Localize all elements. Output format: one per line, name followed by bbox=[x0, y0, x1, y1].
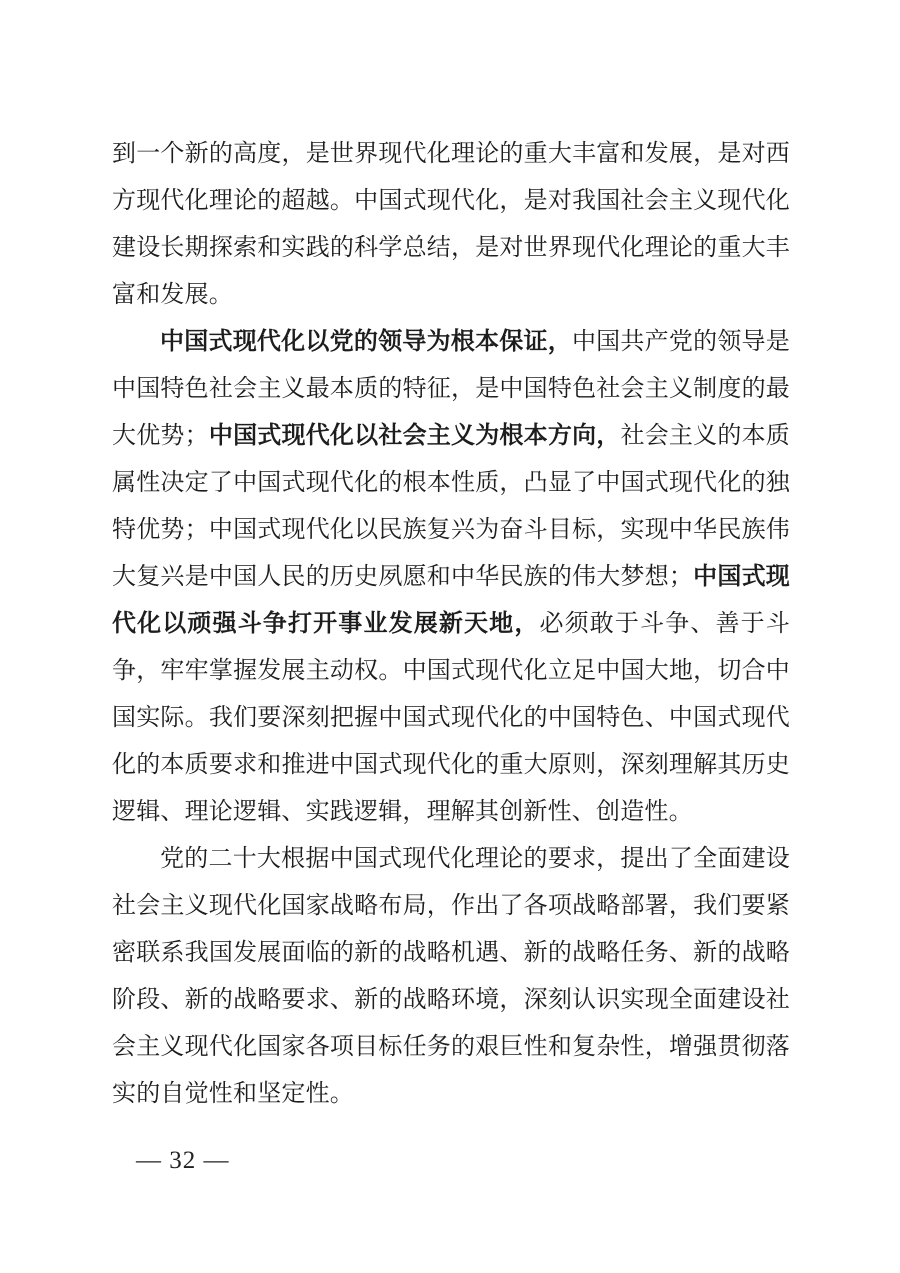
paragraph bbox=[112, 131, 790, 319]
bold-text-segment: 中国式现代化以党的领导为根本保证， bbox=[160, 329, 572, 355]
paragraph-text-segment: 必须敢于斗争、善于斗争，牢牢掌握发展主动权。中国式现代化立足中国大地，切合中国实际。我们要深刻把握中国式现代化的中国特色、中国式现代化的本质要求和推进中国式现代化的重大原则，深刻理解其历史逻辑、理论逻辑、实践逻辑，理解其创新性、创造性。 bbox=[112, 611, 790, 825]
paragraph bbox=[112, 836, 790, 1118]
paragraph bbox=[112, 319, 790, 836]
document-page-body bbox=[112, 131, 790, 1118]
paragraph-text-segment: 中国共产党的领导是中国特色社会主义最本质的特征，是中国特色社会主义制度的最大优势； bbox=[112, 329, 790, 449]
bold-text-segment: 中国式现代化以顽强斗争打开事业发展新天地， bbox=[112, 564, 790, 637]
page-number: — 32 — bbox=[136, 1147, 230, 1174]
bold-text-segment: 中国式现代化以社会主义为根本方向， bbox=[208, 423, 621, 449]
paragraph-text-segment: 到一个新的高度，是世界现代化理论的重大丰富和发展，是对西方现代化理论的超越。中国式现代化，是对我国社会主义现代化建设长期探索和实践的科学总结，是对世界现代化理论的重大丰富和发展。 bbox=[112, 141, 790, 308]
paragraph-text-segment: 党的二十大根据中国式现代化理论的要求，提出了全面建设社会主义现代化国家战略布局，作出了各项战略部署，我们要紧密联系我国发展面临的新的战略机遇、新的战略任务、新的战略阶段、新的战略要求、新的战略环境，深刻认识实现全面建设社会主义现代化国家各项目标任务的艰巨性和复杂性，增强贯彻落实的自觉性和坚定性。 bbox=[112, 846, 790, 1107]
paragraph-text-segment: 社会主义的本质属性决定了中国式现代化的根本性质，凸显了中国式现代化的独特优势；中国式现代化以民族复兴为奋斗目标，实现中华民族伟大复兴是中国人民的历史夙愿和中华民族的伟大梦想； bbox=[112, 423, 790, 590]
